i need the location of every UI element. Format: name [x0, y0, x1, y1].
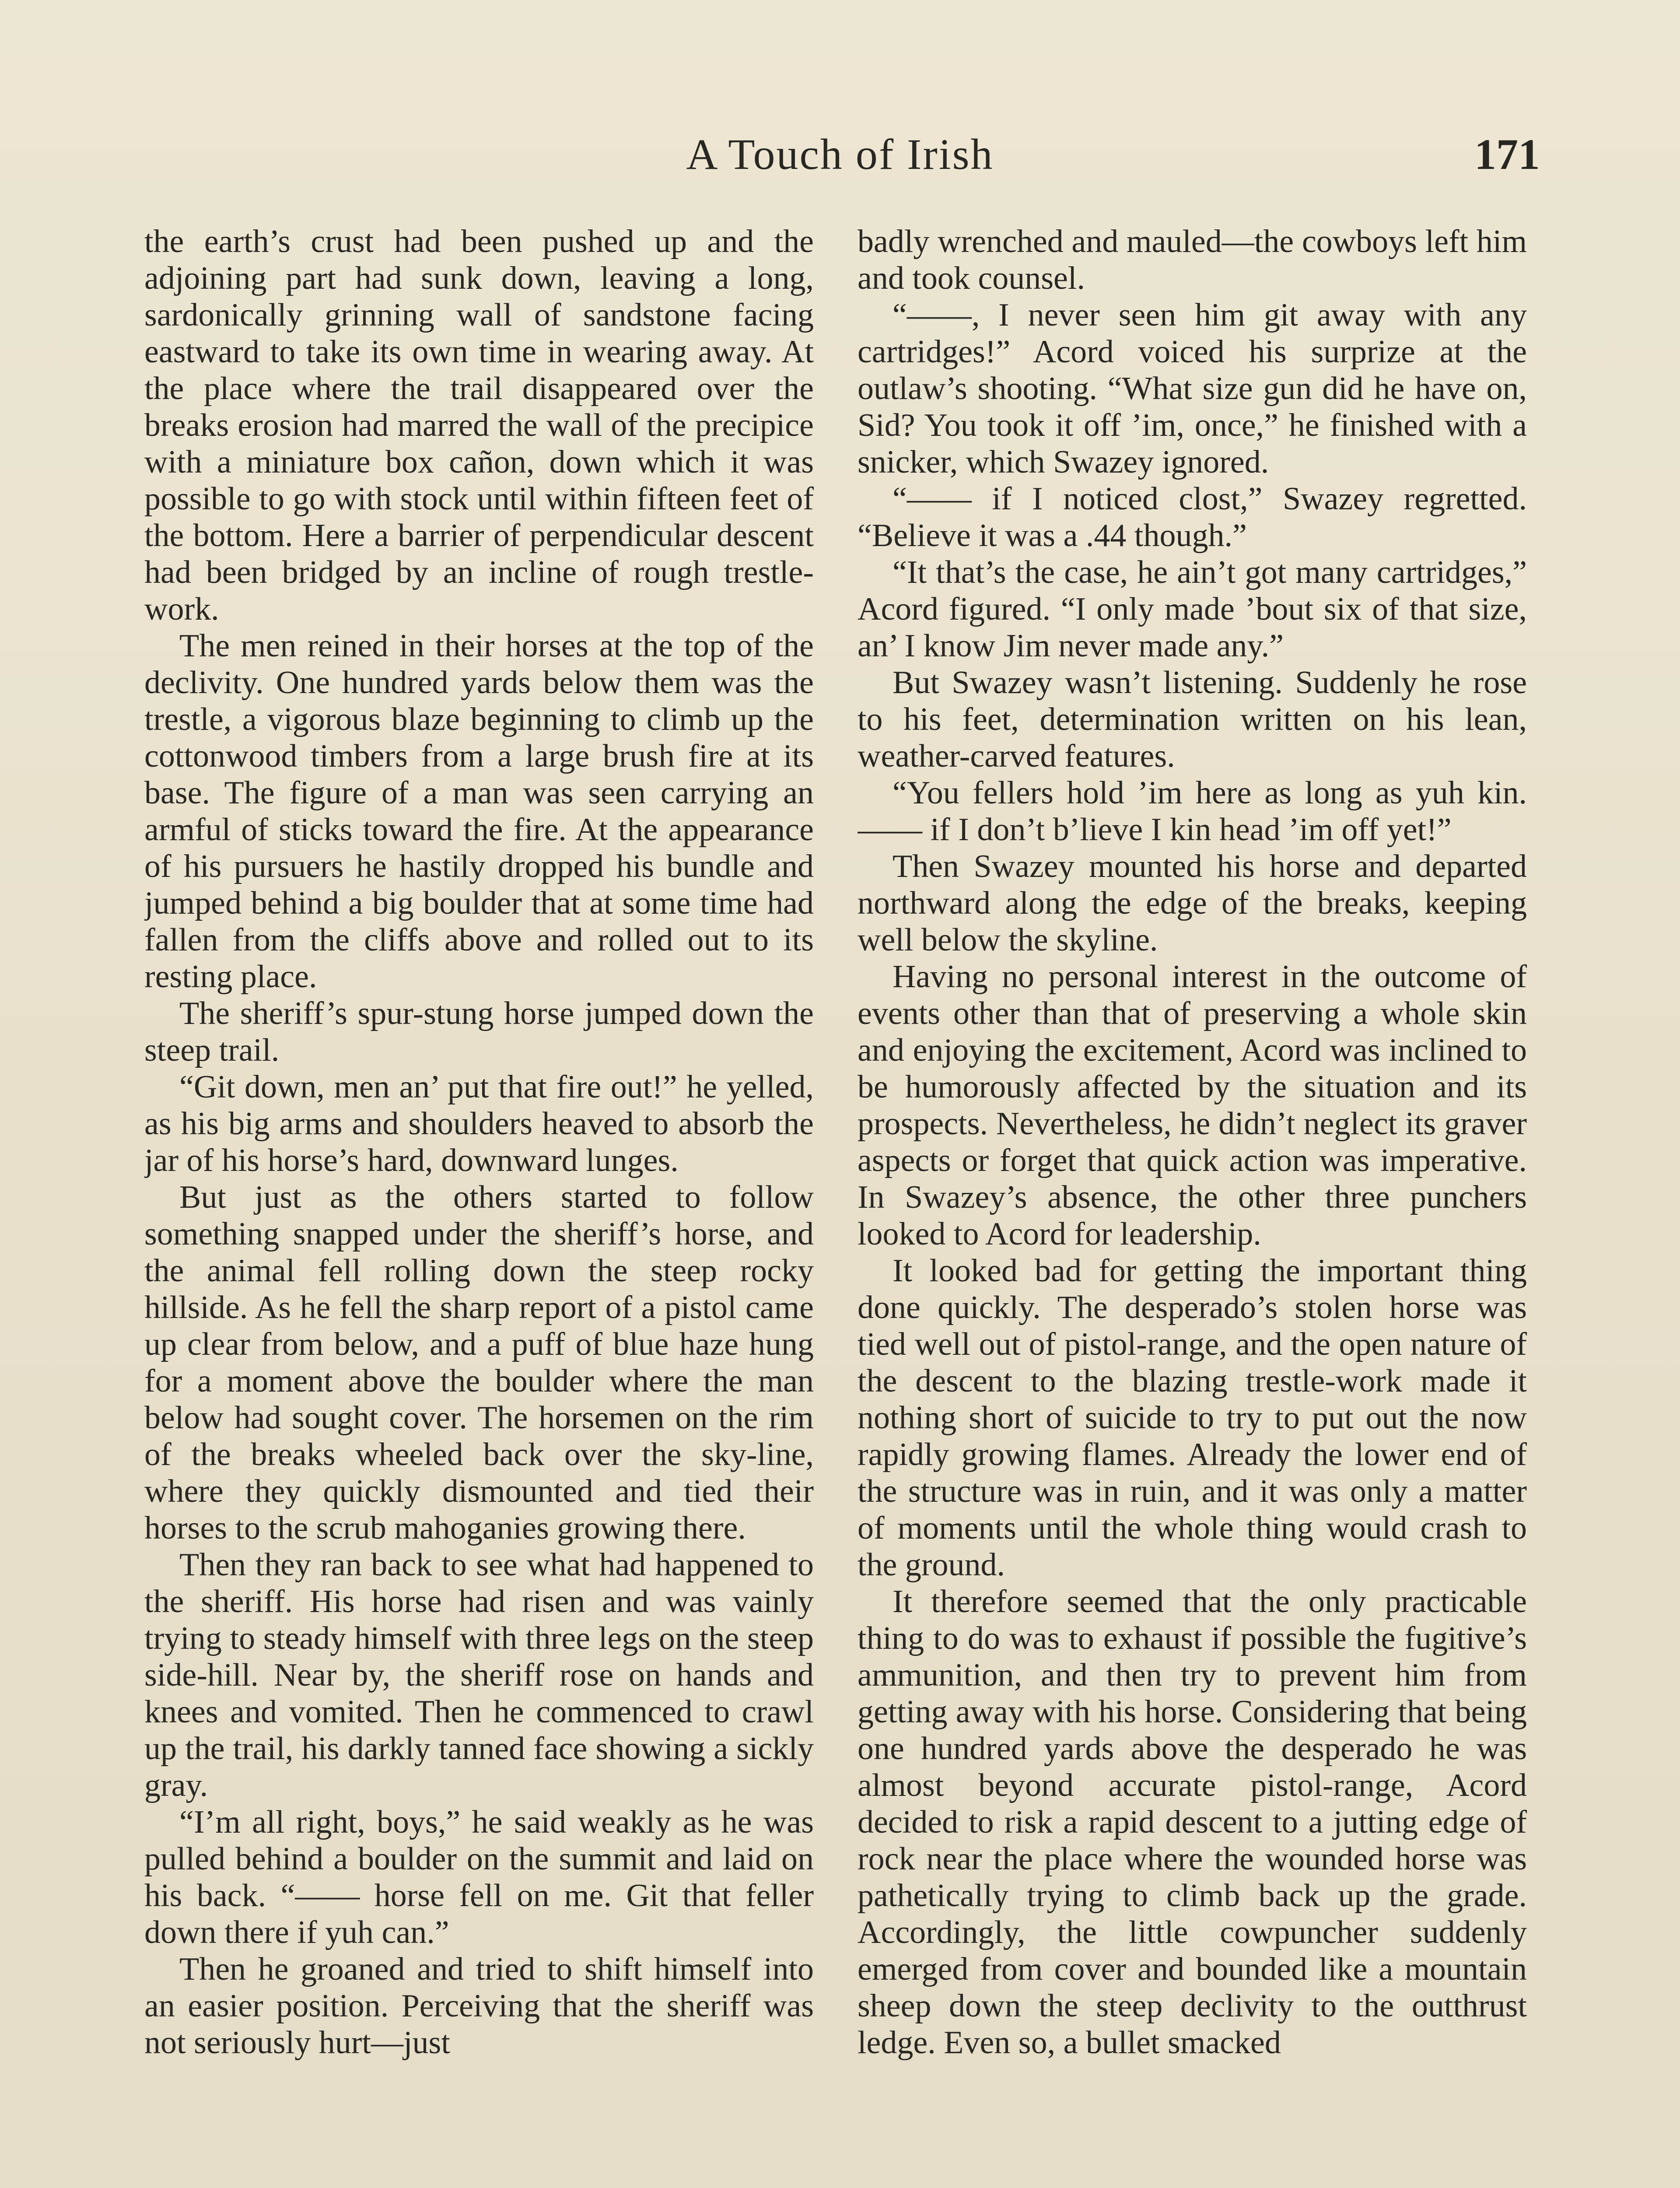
left-column: [144, 223, 814, 2188]
paragraph: The men reined in their horses at the top of the declivity. One hundred yards below them was the trestle, a vigorous blaze beginning to climb up the cottonwood timbers from a large brush fire at its base. The figure of a man was seen carrying an armful of sticks toward the fire. At the appearance of his pursuers he hastily dropped his bundle and jumped behind a big boulder that at some time had fallen from the cliffs above and rolled out to its resting place.: [144, 628, 814, 995]
paragraph: the earth’s crust had been pushed up and the adjoining part had sunk down, leaving a long, sardonically grinning wall of sandstone facing eastward to take its own time in wearing away. At the place where the trail disappeared over the breaks erosion had marred the wall of the precipice with a miniature box cañon, down which it was possible to go with stock until within fifteen feet of the bottom. Here a barrier of perpendicular descent had been bridged by an incline of rough trestle-work.: [144, 224, 814, 627]
paragraph: “I’m all right, boys,” he said weakly as he was pulled behind a boulder on the summit and laid on his back. “—— horse fell on me. Git that feller down there if yuh can.”: [144, 1804, 814, 1950]
right-column: [858, 223, 1527, 2188]
paragraph: Having no personal interest in the outcome of events other than that of preserving a whole skin and enjoying the excitement, Acord was inclined to be humorously affected by the situation and its prospects. Nevertheless, he didn’t neglect its graver aspects or forget that quick action was imperative. In Swazey’s absence, the other three punchers looked to Acord for leadership.: [858, 959, 1527, 1252]
paragraph: “Git down, men an’ put that fire out!” he yelled, as his big arms and shoulders heaved to absorb the jar of his horse’s hard, downward lunges.: [144, 1069, 814, 1178]
paragraph: badly wrenched and mauled—the cowboys left him and took counsel.: [858, 224, 1527, 296]
paragraph: But just as the others started to follow something snapped under the sheriff’s horse, and the animal fell rolling down the steep rocky hillside. As he fell the sharp report of a pistol came up clear from below, and a puff of blue haze hung for a moment above the boulder where the man below had sought cover. The horsemen on the rim of the breaks wheeled back over the sky-line, where they quickly dismounted and tied their horses to the scrub mahoganies growing there.: [144, 1179, 814, 1546]
paragraph: Then Swazey mounted his horse and departed northward along the edge of the breaks, keeping well below the skyline.: [858, 849, 1527, 958]
paragraph: It therefore seemed that the only practicable thing to do was to exhaust if possible the fugitive’s ammunition, and then try to prevent him from getting away with his horse. Considering that being one hundred yards above the desperado he was almost beyond accurate pistol-range, Acord decided to risk a rapid descent to a jutting edge of rock near the place where the wounded horse was pathetically trying to climb back up the grade. Accordingly, the little cowpuncher suddenly emerged from cover and bounded like a mountain sheep down the steep declivity to the outthrust ledge. Even so, a bullet smacked: [858, 1584, 1527, 2061]
paragraph: “It that’s the case, he ain’t got many cartridges,” Acord figured. “I only made ’bout six of that size, an’ I know Jim never made any.”: [858, 554, 1527, 664]
paragraph: Then he groaned and tried to shift himself into an easier position. Perceiving that the sheriff was not seriously hurt—just: [144, 1951, 814, 2061]
paragraph: But Swazey wasn’t listening. Suddenly he rose to his feet, determination written on his lean, weather-carved features.: [858, 665, 1527, 774]
paragraph: Then they ran back to see what had happened to the sheriff. His horse had risen and was vainly trying to steady himself with three legs on the steep side-hill. Near by, the sheriff rose on hands and knees and vomited. Then he commenced to crawl up the trail, his darkly tanned face showing a sickly gray.: [144, 1547, 814, 1803]
paragraph: It looked bad for getting the important thing done quickly. The desperado’s stolen horse was tied well out of pistol-range, and the open nature of the descent to the blazing trestle-work made it nothing short of suicide to try to put out the now rapidly growing flames. Already the lower end of the structure was in ruin, and it was only a matter of moments until the whole thing would crash to the ground.: [858, 1253, 1527, 1583]
page-header: [140, 129, 1540, 195]
page-number: 171: [1474, 130, 1540, 179]
paragraph: “You fellers hold ’im here as long as yuh kin. —— if I don’t b’lieve I kin head ’im off yet!”: [858, 775, 1527, 848]
paragraph: The sheriff’s spur-stung horse jumped down the steep trail.: [144, 996, 814, 1068]
paragraph: “—— if I noticed clost,” Swazey regretted. “Believe it was a .44 though.”: [858, 481, 1527, 554]
running-title: A Touch of Irish: [686, 130, 994, 179]
paragraph: “——, I never seen him git away with any cartridges!” Acord voiced his surprize at the outlaw’s shooting. “What size gun did he have on, Sid? You took it off ’im, once,” he finished with a snicker, which Swazey ignored.: [858, 297, 1527, 480]
